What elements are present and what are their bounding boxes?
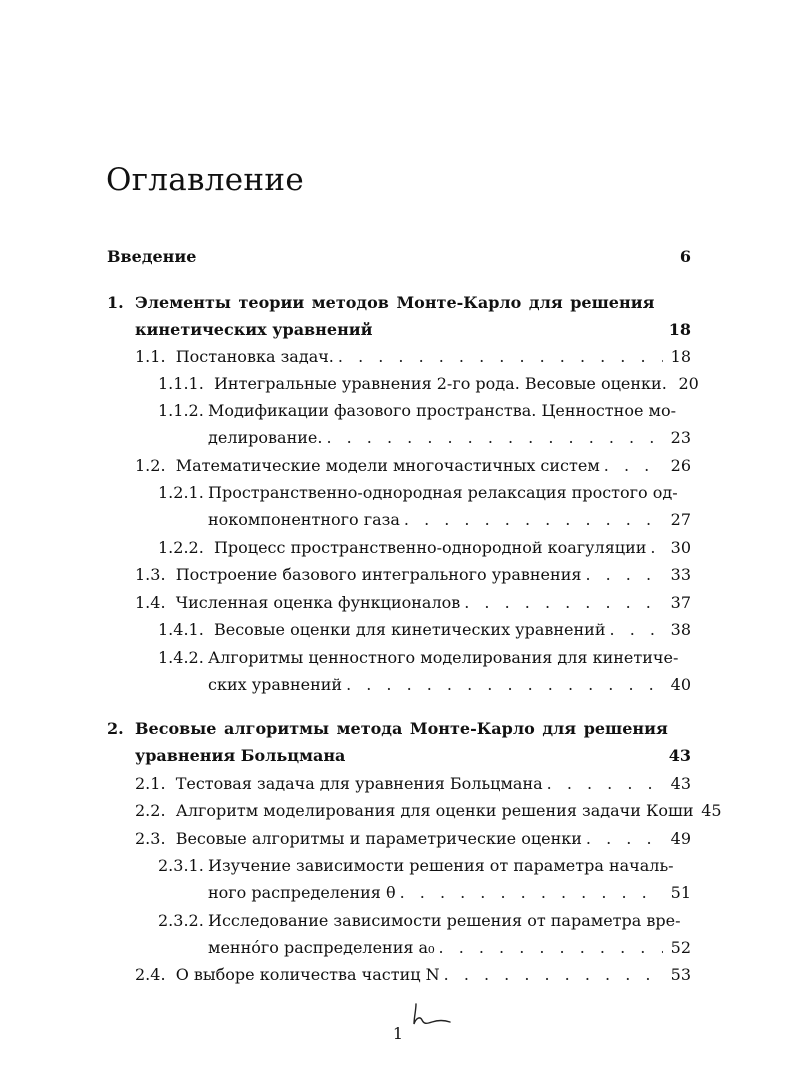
entry-num: 1.2.1.	[158, 483, 204, 502]
page-title: Оглавление	[106, 162, 304, 198]
entry-text: Изучение зависимости решения от параметра началь-	[208, 856, 674, 875]
entry-text: Весовые оценки для кинетических уравнений	[213, 620, 606, 639]
leader-dots	[338, 346, 663, 368]
entry-num: 2.3.	[135, 829, 166, 848]
entry-text-cont: ного распределения θ	[208, 883, 396, 902]
chapter-1-page: 18	[668, 320, 691, 339]
entry-num: 2.3.2.	[158, 911, 204, 930]
entry-num: 1.1.	[135, 347, 166, 366]
entry-page: 53	[670, 965, 691, 984]
entry-num: 1.1.1.	[158, 374, 204, 393]
entry-num: 1.1.2.	[158, 401, 204, 420]
entry-text: Тестовая задача для уравнения Больцмана	[175, 774, 543, 793]
entry-text: Алгоритмы ценностного моделирования для кинетиче-	[208, 648, 679, 667]
leader-dots	[439, 937, 663, 959]
entry-num: 2.2.	[135, 801, 166, 820]
entry-page: 23	[670, 428, 691, 447]
entry-page: 37	[670, 593, 691, 612]
toc-entry-1-2[interactable]	[135, 455, 691, 477]
toc-entry-1-1[interactable]	[135, 346, 691, 368]
chapter-2-page: 43	[668, 746, 691, 765]
entry-page: 49	[670, 829, 691, 848]
chapter-2-num: 2.	[107, 719, 124, 738]
entry-page: 38	[670, 620, 691, 639]
intro-label: Введение	[107, 247, 197, 266]
chapter-2-title-line1: Весовые алгоритмы метода Монте-Карло для решения	[135, 719, 668, 738]
toc-entry-1-4-1[interactable]	[158, 619, 691, 641]
entry-text: Численная оценка функционалов	[175, 593, 461, 612]
chapter-1-title-line1: Элементы теории методов Монте-Карло для решения	[135, 293, 655, 312]
entry-text: Постановка задач.	[175, 347, 334, 366]
entry-text-cont: нокомпонентного газа	[208, 510, 400, 529]
leader-dots	[610, 619, 663, 641]
page-number: 1	[392, 1024, 404, 1043]
leader-dots	[444, 964, 663, 986]
chapter-2-title-line2: уравнения Больцмана	[135, 746, 346, 765]
leader-dots	[404, 509, 663, 531]
entry-text: Интегральные уравнения 2-го рода. Весовые оценки.	[213, 374, 667, 393]
chapter-1-title-line2: кинетических уравнений	[135, 320, 373, 339]
entry-num: 1.4.2.	[158, 648, 204, 667]
entry-num: 1.4.1.	[158, 620, 204, 639]
leader-dots	[586, 828, 663, 850]
entry-page: 43	[670, 774, 691, 793]
entry-text: Исследование зависимости решения от параметра вре-	[208, 911, 681, 930]
toc-entry-1-1-1[interactable]	[158, 373, 699, 395]
entry-num: 2.4.	[135, 965, 166, 984]
entry-page: 45	[701, 801, 722, 820]
chapter-1-num: 1.	[107, 293, 124, 312]
entry-text: Математические модели многочастичных систем	[175, 456, 600, 475]
entry-num: 1.2.2.	[158, 538, 204, 557]
entry-text: Процесс пространственно-однородной коагуляции	[213, 538, 647, 557]
entry-text-cont: меннóго распределения a₀	[208, 938, 435, 957]
leader-dots	[650, 537, 663, 559]
toc-entry-2-4[interactable]	[135, 964, 691, 986]
toc-entry-2-3[interactable]	[135, 828, 691, 850]
entry-page: 52	[670, 938, 691, 957]
entry-num: 1.3.	[135, 565, 166, 584]
toc-entry-2-2[interactable]	[135, 800, 722, 822]
entry-num: 2.3.1.	[158, 856, 204, 875]
entry-num: 2.1.	[135, 774, 166, 793]
toc-entry-2-1[interactable]	[135, 773, 691, 795]
entry-text-cont: делирование.	[208, 428, 323, 447]
entry-text: Алгоритм моделирования для оценки решения задачи Коши	[175, 801, 694, 820]
leader-dots	[585, 564, 663, 586]
entry-page: 18	[670, 347, 691, 366]
entry-page: 51	[670, 883, 691, 902]
entry-text: Пространственно-однородная релаксация простого од-	[208, 483, 678, 502]
intro-page: 6	[679, 247, 691, 266]
toc-entry-1-4[interactable]	[135, 592, 691, 614]
entry-page: 33	[670, 565, 691, 584]
leader-dots	[604, 455, 663, 477]
entry-page: 26	[670, 456, 691, 475]
toc-entry-1-2-2[interactable]	[158, 537, 691, 559]
entry-num: 1.4.	[135, 593, 166, 612]
entry-text: О выборе количества частиц N	[175, 965, 440, 984]
toc-entry-1-3[interactable]	[135, 564, 691, 586]
entry-page: 27	[670, 510, 691, 529]
leader-dots	[400, 882, 663, 904]
entry-text: Весовые алгоритмы и параметрические оценки	[175, 829, 582, 848]
entry-page: 30	[670, 538, 691, 557]
leader-dots	[464, 592, 663, 614]
entry-num: 1.2.	[135, 456, 166, 475]
leader-dots	[326, 427, 663, 449]
entry-text-cont: ских уравнений	[208, 675, 343, 694]
entry-page: 40	[670, 675, 691, 694]
entry-page: 20	[678, 374, 699, 393]
leader-dots	[547, 773, 663, 795]
entry-text: Построение базового интегрального уравнения	[175, 565, 582, 584]
entry-text: Модификации фазового пространства. Ценностное мо-	[208, 401, 676, 420]
toc-intro[interactable]	[107, 246, 691, 268]
leader-dots	[346, 674, 663, 696]
